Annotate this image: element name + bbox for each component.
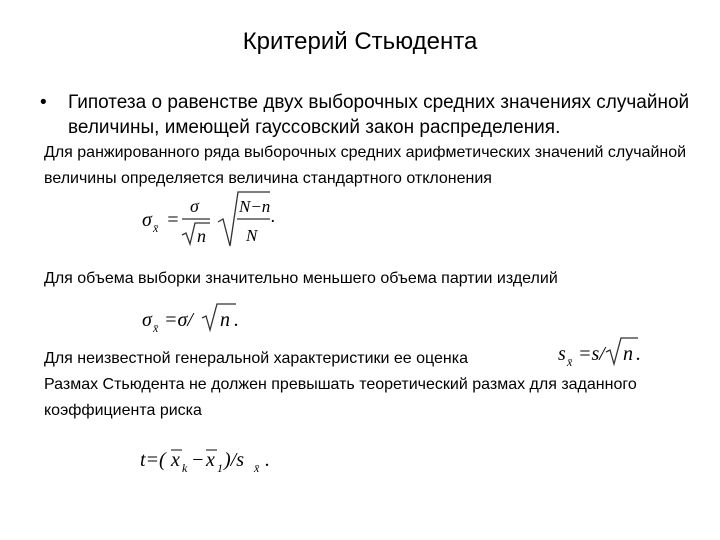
slide-title: Критерий Стьюдента bbox=[242, 28, 478, 55]
formula-radicand-numerator: N−n bbox=[239, 197, 271, 216]
formula-small-sample bbox=[140, 300, 250, 339]
formula-subscript: x̄ bbox=[567, 355, 573, 369]
formula-t-open: t=( bbox=[140, 449, 166, 471]
formula-student-t bbox=[138, 440, 278, 479]
formula-minus: − bbox=[191, 449, 205, 471]
formula-subscript: x̄ bbox=[153, 221, 159, 235]
formula-body: =σ/ bbox=[164, 309, 193, 331]
formula-period: . bbox=[234, 309, 239, 331]
formula-sigma: σ bbox=[142, 309, 152, 331]
paragraph-estimate: Для неизвестной генеральной характеристики ее оценка bbox=[44, 350, 468, 367]
formula-s: s bbox=[558, 343, 566, 365]
formula-estimate bbox=[556, 334, 646, 373]
formula-radicand: n bbox=[623, 343, 633, 365]
formula-numerator: σ bbox=[190, 196, 199, 216]
sqrt-sign bbox=[202, 304, 236, 330]
bullet-dot: • bbox=[40, 92, 47, 113]
formula-sub-1: 1 bbox=[217, 461, 223, 475]
formula-xk: x bbox=[171, 449, 180, 471]
formula-estimate-graphic bbox=[556, 334, 646, 368]
formula-equals: = bbox=[166, 209, 180, 231]
formula-radicand-denominator: N bbox=[246, 226, 258, 245]
formula-sub-k: k bbox=[182, 461, 188, 475]
bullet-text: Гипотеза о равенстве двух выборочных средних значениях случайной величины, имеющей гауссовский закон распределения. bbox=[68, 92, 690, 138]
formula-subscript: x̄ bbox=[254, 461, 260, 475]
formula-subscript: x̄ bbox=[153, 321, 159, 335]
formula-denominator: n bbox=[197, 226, 206, 246]
formula-std-deviation-graphic bbox=[140, 188, 300, 252]
bullet-item bbox=[30, 90, 700, 140]
formula-x1: x bbox=[206, 449, 215, 471]
formula-small-sample-graphic bbox=[140, 300, 250, 334]
formula-body: =s/ bbox=[578, 343, 605, 365]
formula-period: . bbox=[265, 449, 270, 471]
formula-std-deviation bbox=[140, 188, 300, 257]
formula-student-t-graphic bbox=[138, 440, 278, 474]
formula-period: . bbox=[636, 343, 641, 365]
formula-sigma: σ bbox=[142, 209, 152, 231]
paragraph-small-sample: Для объема выборки значительно меньшего объема партии изделий bbox=[44, 270, 558, 287]
paragraph-std-deviation: Для ранжированного ряда выборочных средних арифметических значений случайной величины определяется величина стандартного отклонения bbox=[44, 144, 687, 187]
sqrt-sign bbox=[606, 338, 638, 364]
formula-divide-s: )/s bbox=[224, 449, 244, 471]
paragraph-student-range: Размах Стьюдента не должен превышать теоретический размах для заданного коэффициента риска bbox=[44, 376, 637, 419]
formula-period: . bbox=[271, 206, 276, 226]
formula-radicand: n bbox=[220, 309, 230, 331]
